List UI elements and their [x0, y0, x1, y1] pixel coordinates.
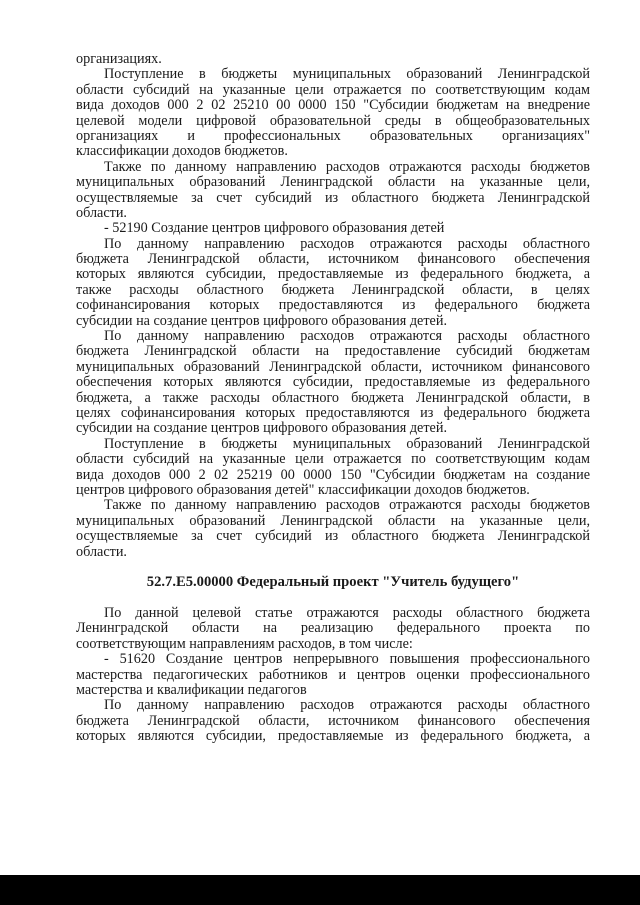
paragraph-line: области.: [76, 204, 127, 221]
paragraph-line: целях софинансирования которых предоставляются из федерального бюджета: [76, 404, 590, 421]
paragraph-line: субсидии на создание центров цифрового образования детей.: [76, 312, 447, 329]
paragraph-line: целевой модели цифровой образовательной среды в общеобразовательных: [76, 112, 590, 129]
paragraph-line: которых являются субсидии, предоставляемые из федерального бюджета, а: [76, 728, 590, 745]
paragraph-line: классификации доходов бюджетов.: [76, 143, 288, 160]
paragraph-line: области субсидий на указанные цели отражается по соответствующим кодам: [76, 451, 590, 468]
paragraph-line: бюджета Ленинградской области, источником финансового обеспечения: [76, 712, 590, 729]
scan-bottom-border: [0, 875, 640, 905]
paragraph-line: организациях и профессиональных образовательных организациях": [76, 127, 590, 144]
paragraph-line: бюджета Ленинградской области на предоставление субсидий бюджетам: [76, 343, 590, 360]
paragraph-line: муниципальных образований Ленинградской области на указанные цели,: [76, 512, 590, 529]
paragraph-line: области.: [76, 543, 127, 560]
section-heading: 52.7.E5.00000 Федеральный проект "Учитель будущего": [146, 574, 520, 591]
paragraph-line: области субсидий на указанные цели отражается по соответствующим кодам: [76, 81, 590, 98]
list-item-line: - 52190 Создание центров цифрового образования детей: [104, 220, 445, 237]
paragraph-line: Также по данному направлению расходов отражаются расходы бюджетов: [104, 158, 590, 175]
paragraph-line: которых являются субсидии, предоставляемые из федерального бюджета, а: [76, 266, 590, 283]
paragraph-line: также расходы областного бюджета Ленинградской области, в целях: [76, 281, 590, 298]
paragraph-line: вида доходов 000 2 02 25210 00 0000 150 "Субсидии бюджетам на внедрение: [76, 97, 590, 114]
paragraph-line: По данному направлению расходов отражаются расходы областного: [104, 328, 590, 345]
paragraph-line: муниципальных образований Ленинградской области на указанные цели,: [76, 174, 590, 191]
list-item-line: мастерства педагогических работников и центров оценки профессионального: [76, 666, 590, 683]
paragraph-line: осуществляемые за счет субсидий из областного бюджета Ленинградской: [76, 528, 590, 545]
paragraph-line: бюджета, а также расходы областного бюджета Ленинградской области, в: [76, 389, 590, 406]
paragraph-line: Ленинградской области на реализацию федерального проекта по: [76, 620, 590, 637]
paragraph-line: осуществляемые за счет субсидий из областного бюджета Ленинградской: [76, 189, 590, 206]
paragraph-line: обеспечения которых являются субсидии, предоставляемые из федерального: [76, 374, 590, 391]
list-item-line: - 51620 Создание центров непрерывного повышения профессионального: [104, 651, 590, 668]
paragraph-line: муниципальных образований Ленинградской области, источником финансового: [76, 358, 590, 375]
document-page: [76, 52, 590, 745]
paragraph-line: соответствующим направлениям расходов, в том числе:: [76, 635, 413, 652]
list-item-line: мастерства и квалификации педагогов: [76, 682, 307, 699]
paragraph-line: Поступление в бюджеты муниципальных образований Ленинградской: [104, 435, 590, 452]
paragraph-line: вида доходов 000 2 02 25219 00 0000 150 "Субсидии бюджетам на создание: [76, 466, 590, 483]
paragraph-line: софинансирования которых предоставляются из федерального бюджета: [76, 297, 590, 314]
paragraph-line: организациях.: [76, 51, 162, 67]
paragraph-line: По данному направлению расходов отражаются расходы областного: [104, 235, 590, 252]
paragraph-line: По данному направлению расходов отражаются расходы областного: [104, 697, 590, 714]
paragraph-line: По данной целевой статье отражаются расходы областного бюджета: [104, 605, 590, 622]
paragraph-line: Поступление в бюджеты муниципальных образований Ленинградской: [104, 66, 590, 83]
paragraph-line: субсидии на создание центров цифрового образования детей.: [76, 420, 447, 437]
paragraph-line: бюджета Ленинградской области, источником финансового обеспечения: [76, 251, 590, 268]
paragraph-line: центров цифрового образования детей" классификации доходов бюджетов.: [76, 481, 530, 498]
paragraph-line: Также по данному направлению расходов отражаются расходы бюджетов: [104, 497, 590, 514]
